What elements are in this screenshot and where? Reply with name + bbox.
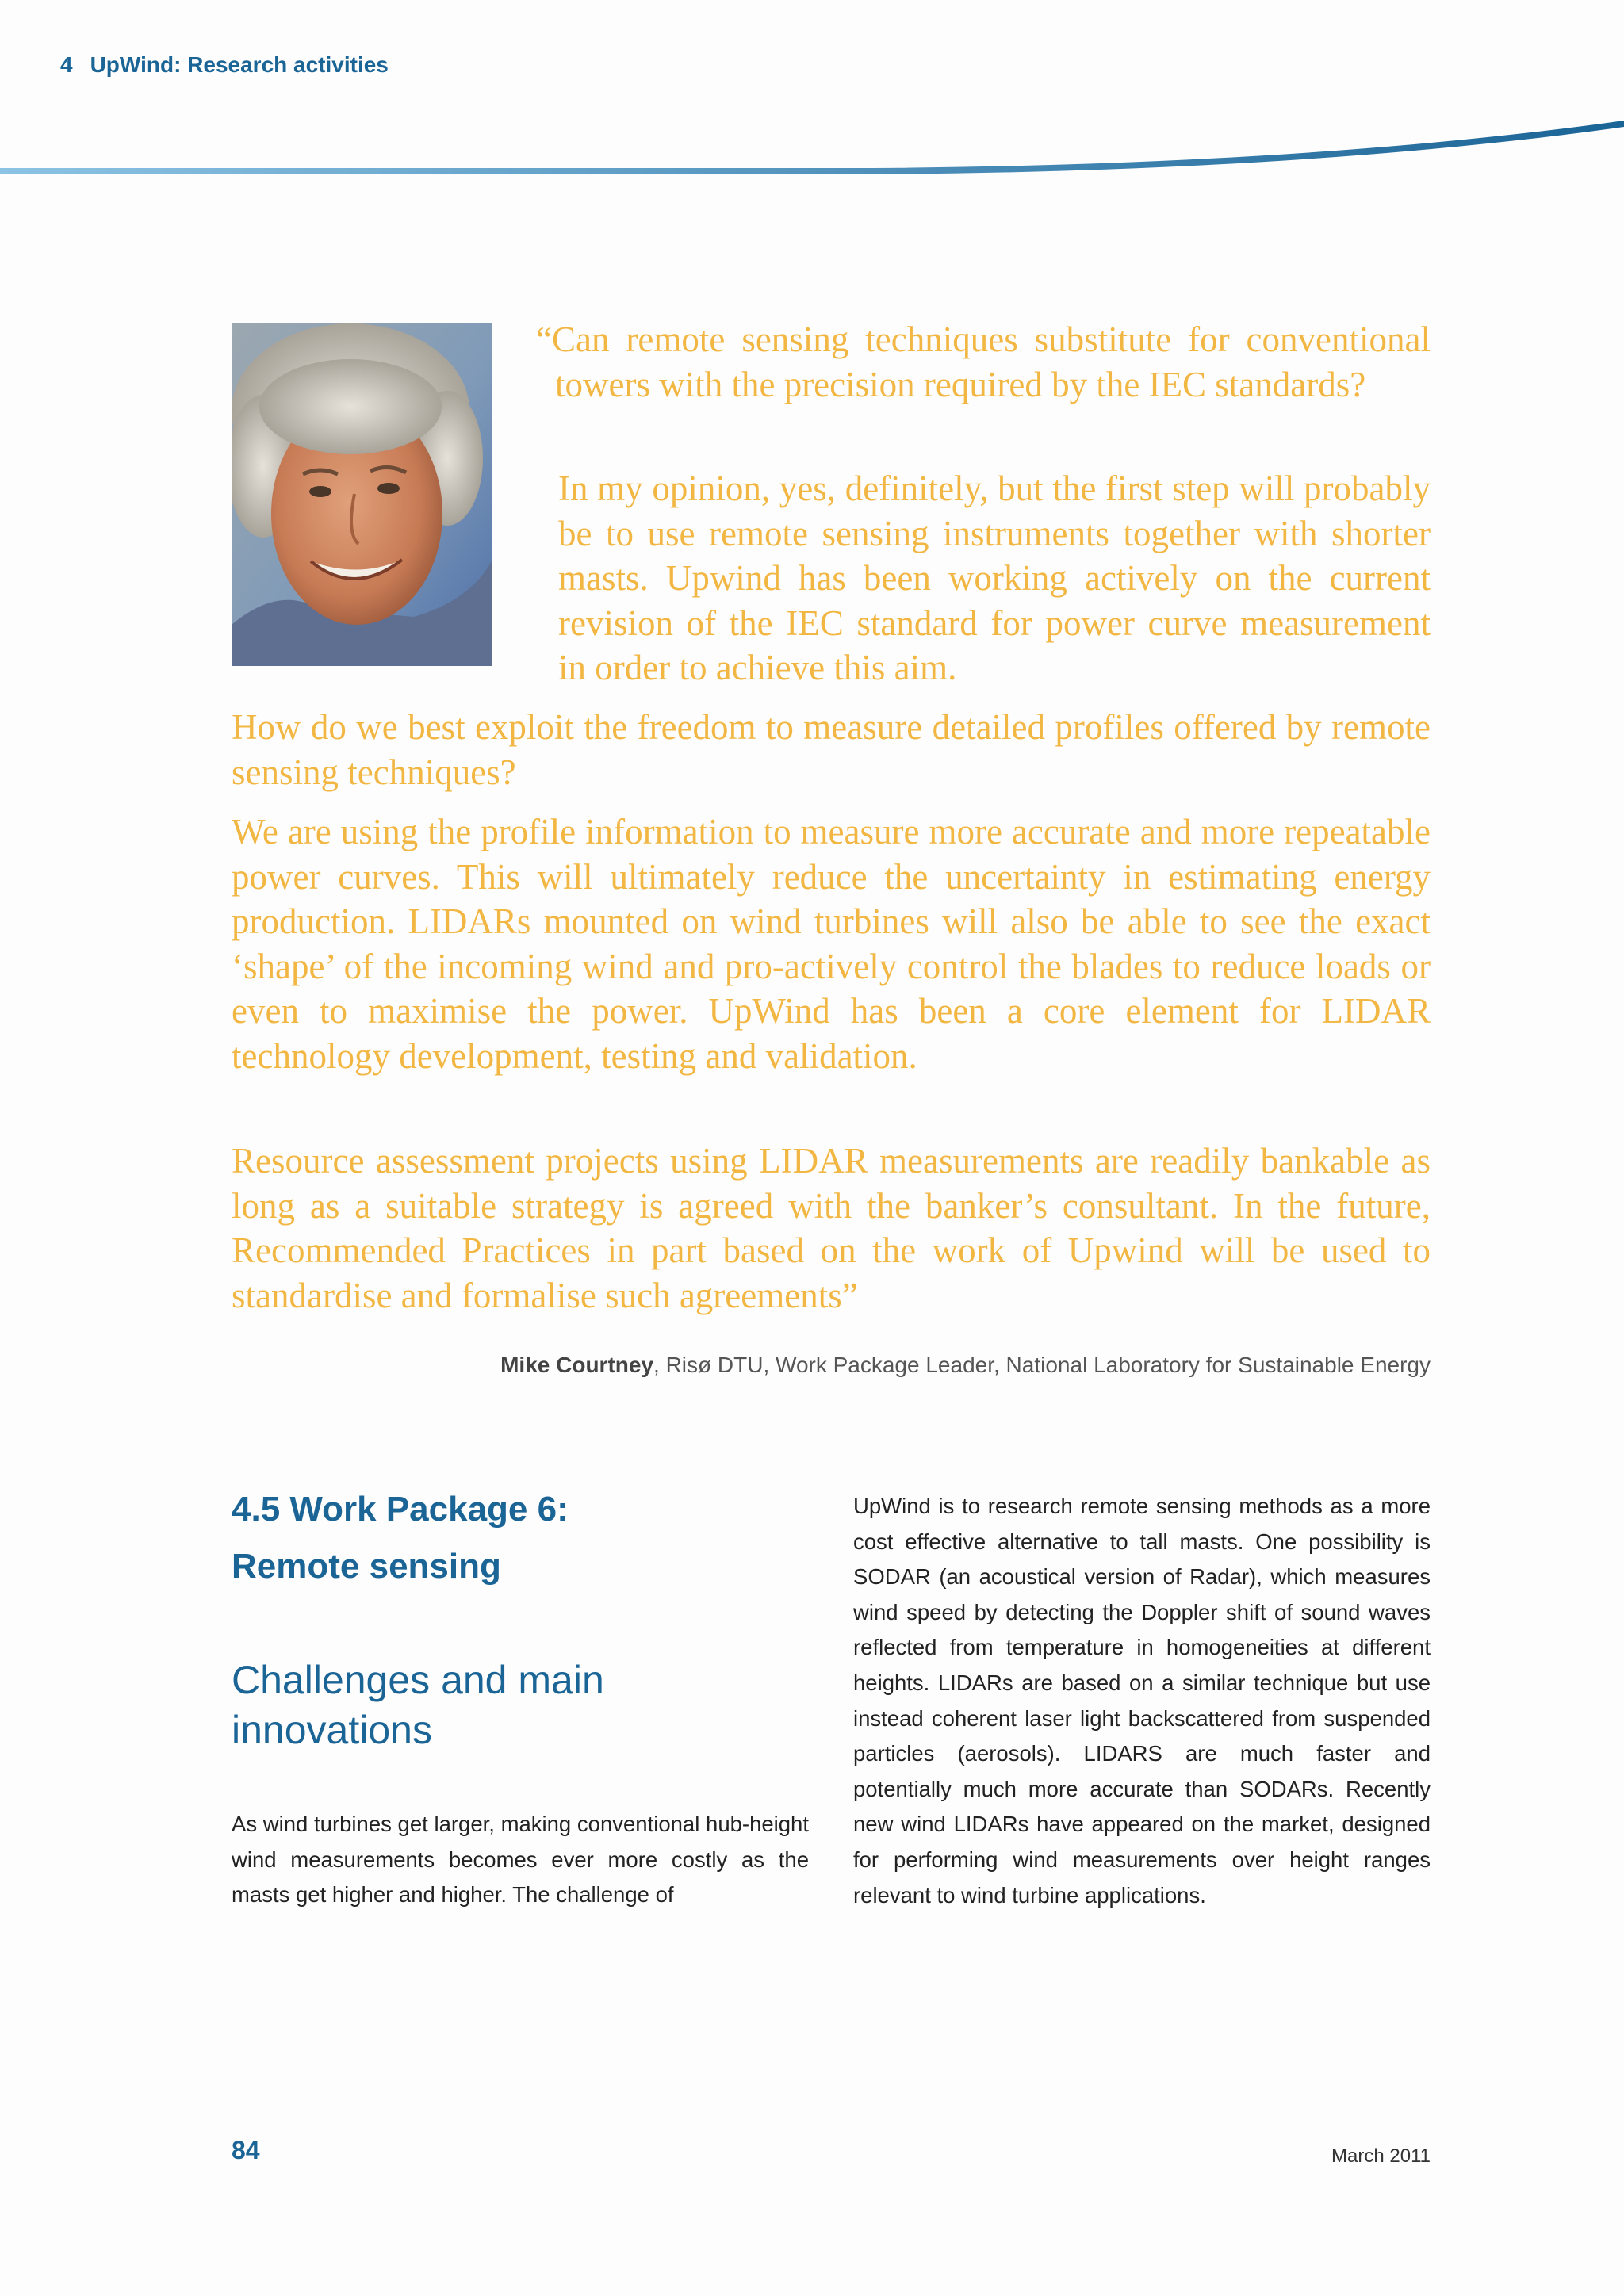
interview-question-1: “Can remote sensing techniques substitute for conventional towers with the precision required by the IEC standards? (536, 320, 1431, 404)
header-swoosh-line (0, 103, 1624, 190)
running-header (60, 52, 389, 78)
subheading-line-1: Challenges and main (232, 1658, 604, 1702)
body-paragraph-left: As wind turbines get larger, making conventional hub-height wind measurements becomes ever more costly as the masts get higher and higher. The challenge of (232, 1812, 809, 1908)
attribution-name: Mike Courtney (500, 1353, 654, 1377)
interview-answer-3: Resource assessment projects using LIDAR measurements are readily bankable as long as a suitable strategy is agreed with the banker’s consultant. In the future, Recommended Practices in part based on the work of Upwind will be used to standardise and formalise such agreements” (232, 1141, 1431, 1315)
footer-date: March 2011 (1331, 2145, 1431, 2167)
interview-question-2: How do we best exploit the freedom to measure detailed profiles offered by remote sensing techniques? (232, 707, 1431, 792)
section-heading-line-2: Remote sensing (232, 1547, 501, 1586)
portrait-photo (232, 323, 492, 666)
section-heading (232, 1481, 787, 1595)
chapter-title: UpWind: Research activities (90, 52, 389, 77)
quote-attribution (500, 1353, 1431, 1378)
subheading-line-2: innovations (232, 1708, 432, 1752)
section-subheading (232, 1655, 787, 1755)
section-heading-line-1: 4.5 Work Package 6: (232, 1490, 569, 1529)
body-paragraph-right: UpWind is to research remote sensing methods as a more cost effective alternative to tall masts. One possibility is SODAR (an acoustical version of Radar), which measures wind speed by detecting the Doppler shift of sound waves reflected from temperature in homogeneities at different heights. LIDARs are based on a similar technique but use instead coherent laser light backscattered from suspended particles (aerosols). LIDARS are much faster and potentially much more accurate than SODARs. Recently new wind LIDARs have appeared on the market, designed for performing wind measurements over height ranges relevant to wind turbine applications. (853, 1494, 1431, 1908)
attribution-details: , Risø DTU, Work Package Leader, National Laboratory for Sustainable Energy (653, 1353, 1431, 1377)
interview-answer-2: We are using the profile information to measure more accurate and more repeatable power curves. This will ultimately reduce the uncertainty in estimating energy production. LIDARs mounted on wind turbines will also be able to see the exact ‘shape’ of the incoming wind and pro-actively control the blades to reduce loads or even to maximise the power. UpWind has been a core element for LIDAR technology development, testing and validation. (232, 812, 1431, 1076)
page-number: 84 (232, 2136, 260, 2164)
chapter-number: 4 (60, 52, 73, 77)
interview-answer-1: In my opinion, yes, definitely, but the first step will probably be to use remote sensing instruments together with shorter masts. Upwind has been working actively on the current revision of the IEC standard for power curve measurement in order to achieve this aim. (558, 469, 1431, 687)
